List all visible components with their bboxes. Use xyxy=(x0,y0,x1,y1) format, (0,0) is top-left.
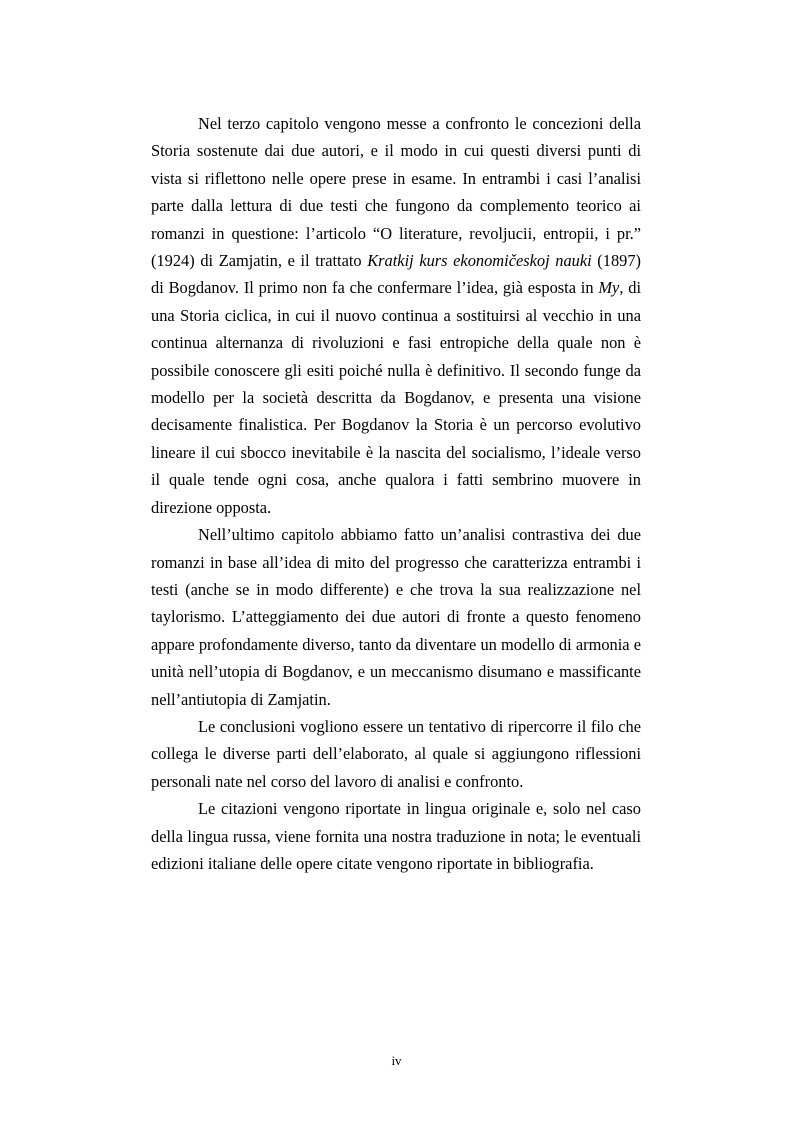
paragraph-text: Nel terzo capitolo vengono messe a confronto le concezioni della Storia sostenute dai due autori, e il modo in cui questi diversi punti di vista si riflettono nelle opere prese in esame. In entrambi i casi l’analisi parte dalla lettura di due testi che fungono da complemento teorico ai romanzi in questione: l’articolo “O literature, revoljucii, entropii, i pr.” (1924) di Zamjatin, e il trattato xyxy=(151,114,641,271)
paragraph-text: Nell’ultimo capitolo abbiamo fatto un’analisi contrastiva dei due romanzi in base all’idea di mito del progresso che caratterizza entrambi i testi (anche se in modo differente) e che trova la sua realizzazione nel taylorismo. L’atteggiamento dei due autori di fronte a questo fenomeno appare profondamente diverso, tanto da diventare un modello di armonia e unità nell’utopia di Bogdanov, e un meccanismo disumano e massificante nell’antiutopia di Zamjatin. xyxy=(151,525,641,709)
body-text xyxy=(151,110,641,877)
paragraph-text: Le citazioni vengono riportate in lingua originale e, solo nel caso della lingua russa, viene fornita una nostra traduzione in nota; le eventuali edizioni italiane delle opere citate vengono riportate in bibliografia. xyxy=(151,799,641,873)
italic-title-my: My xyxy=(598,278,620,298)
paragraph-citations xyxy=(151,795,641,877)
paragraph-history-concepts xyxy=(151,110,641,521)
paragraph-text: , di una Storia ciclica, in cui il nuovo continua a sostituirsi al vecchio in una continua alternanza di rivoluzioni e fasi entropiche della quale non è possibile conoscere gli esiti poiché nulla è definitivo. Il secondo funge da modello per la società descritta da Bogdanov, e presenta una visione decisamente finalistica. Per Bogdanov la Storia è un percorso evolutivo lineare il cui sbocco inevitabile è la nascita del socialismo, l’ideale verso il quale tende ogni cosa, anche qualora i fatti sembrino muovere in direzione opposta. xyxy=(151,278,642,517)
paragraph-conclusions xyxy=(151,713,641,795)
paragraph-progress-myth xyxy=(151,521,641,713)
page-number: iv xyxy=(391,1053,402,1068)
italic-title-kratkij-kurs: Kratkij kurs ekonomičeskoj nauki xyxy=(367,251,592,271)
paragraph-text: Le conclusioni vogliono essere un tentativo di ripercorre il filo che collega le diverse parti dell’elaborato, al quale si aggiungono riflessioni personali nate nel corso del lavoro di analisi e confronto. xyxy=(151,716,641,791)
paragraph-text: (1897) di Bogdanov. Il primo non fa che confermare l’idea, già esposta in xyxy=(151,251,642,298)
